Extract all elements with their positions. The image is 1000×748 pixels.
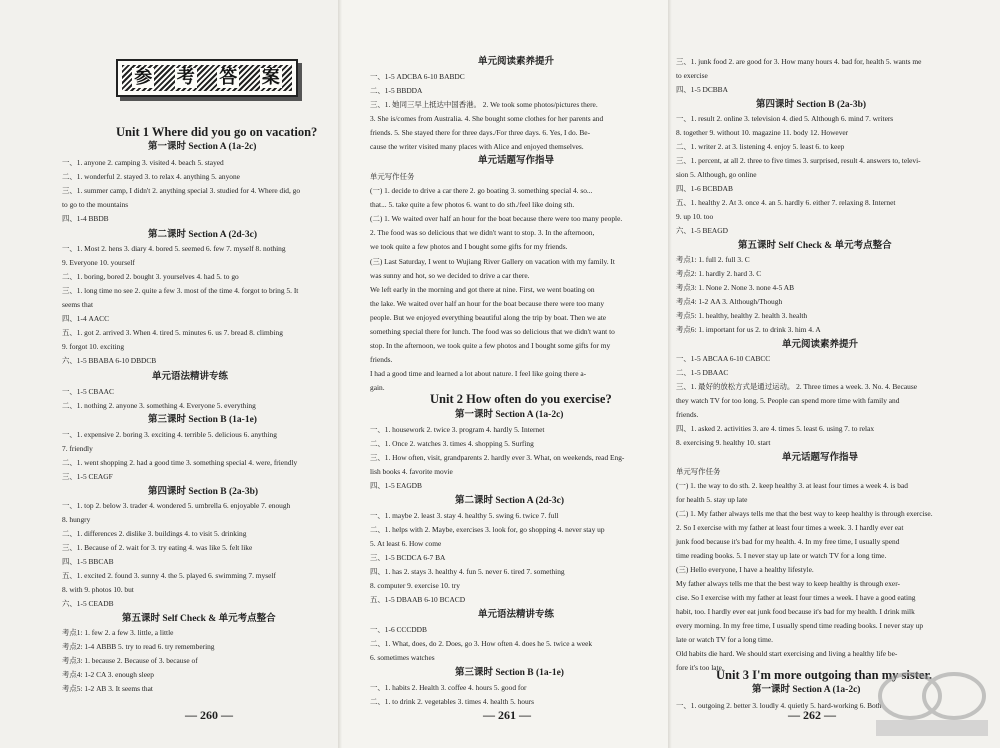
answer-line: 考点4: 1-2 AA 3. Although/Though xyxy=(676,297,783,306)
answer-line: junk food because it's bad for my health. 4. In my free time, I usually spend xyxy=(676,537,900,546)
answer-line: 2. So I exercise with my father at least four times a week. 3. I hardly ever eat xyxy=(676,523,904,532)
answer-line: (二) 1. We waited over half an hour for the boat because there were too many people. xyxy=(370,214,623,223)
answer-line: habit, too. I hardly ever eat junk food because it's bad for my health. I drink milk xyxy=(676,607,915,616)
answer-line: 四、1-5 DCBBA xyxy=(676,85,728,94)
lesson-heading: 第四课时 Section B (2a-3b) xyxy=(756,100,867,110)
answer-line: (三) Last Saturday, I went to Wujiang River Gallery on vacation with my family. It xyxy=(370,257,615,266)
answer-line: 四、1-4 AACC xyxy=(62,314,110,323)
lesson-heading: 单元语法精讲专练 xyxy=(152,372,229,382)
answer-line: 8. computer 9. exercise 10. try xyxy=(370,581,460,590)
lesson-heading: 第五课时 Self Check & 单元考点整合 xyxy=(122,614,276,624)
title-char: 参 xyxy=(134,67,153,88)
answer-line: 四、1-5 BBCAB xyxy=(62,557,114,566)
answer-line: 二、1. writer 2. at 3. listening 4. enjoy 5. least 6. to keep xyxy=(676,142,845,151)
lesson-heading: 单元阅读素养提升 xyxy=(782,340,859,350)
title-char: 考 xyxy=(176,67,195,88)
lesson-heading: 第一课时 Section A (1a-2c) xyxy=(752,685,861,695)
lesson-heading: 单元话题写作指导 xyxy=(782,453,859,463)
answer-line: sion 5. Although, go online xyxy=(676,170,757,179)
answer-line: 考点3: 1. because 2. Because of 3. because of xyxy=(62,656,198,665)
answer-line: 一、1-5 ADCBA 6-10 BABDC xyxy=(370,72,465,81)
answer-line: to exercise xyxy=(676,71,708,80)
answer-line: 一、1. top 2. below 3. trader 4. wondered 5. umbrella 6. enjoyable 7. enough xyxy=(62,501,291,510)
answer-line: 考点3: 1. None 2. None 3. none 4-5 AB xyxy=(676,283,795,292)
answer-line: 6. sometimes watches xyxy=(370,653,435,662)
lesson-heading: 第二课时 Section A (2d-3c) xyxy=(455,496,564,506)
answer-line: for health 5. stay up late xyxy=(676,495,748,504)
answer-line: 三、1. percent, at all 2. three to five times 3. surprised, result 4. answers to, televi- xyxy=(676,156,921,165)
answer-line: 一、1. Most 2. hens 3. diary 4. bored 5. seemed 6. few 7. myself 8. nothing xyxy=(62,244,286,253)
answer-line: 三、1. long time no see 2. quite a few 3. most of the time 4. forgot to bring 5. It xyxy=(62,286,299,295)
title-char: 答 xyxy=(219,67,238,88)
lesson-heading: 单元话题写作指导 xyxy=(478,156,555,166)
answer-line: 9. forgot 10. exciting xyxy=(62,342,125,351)
lesson-heading: 第三课时 Section B (1a-1e) xyxy=(148,415,257,425)
answer-line: 一、1. housework 2. twice 3. program 4. hardly 5. Internet xyxy=(370,425,545,434)
answer-line: 三、1-5 CEAGF xyxy=(62,472,113,481)
answer-line: 四、1-5 EAGDB xyxy=(370,481,422,490)
answer-line: 考点1: 1. full 2. full 3. C xyxy=(676,255,750,264)
answer-line: 一、1-5 CBAAC xyxy=(62,387,114,396)
answer-line: 考点2: 1-4 ABBB 5. try to read 6. try remembering xyxy=(62,642,215,651)
answer-line: time reading books. 5. I never stay up late or watch TV for a long time. xyxy=(676,551,887,560)
answer-line: late or watch TV for a long time. xyxy=(676,635,774,644)
answer-line: 一、1. outgoing 2. better 3. loudly 4. quietly 5. hard-working 6. Both xyxy=(676,701,882,710)
answer-line: 考点2: 1. hardly 2. hard 3. C xyxy=(676,269,762,278)
answer-line: 9. up 10. too xyxy=(676,212,714,221)
answer-line: 二、1. went shopping 2. had a good time 3. something special 4. were, friendly xyxy=(62,458,298,467)
answer-line: the lake. We waited over half an hour for the boat because there were too many xyxy=(370,299,605,308)
answer-line: 一、1. result 2. online 3. television 4. died 5. Although 6. mind 7. writers xyxy=(676,114,894,123)
answer-line: 8. with 9. photos 10. but xyxy=(62,585,134,594)
answer-line: 二、1. to drink 2. vegetables 3. times 4. health 5. hours xyxy=(370,697,535,706)
answer-line: 一、1. habits 2. Health 3. coffee 4. hours 5. good for xyxy=(370,683,527,692)
answer-line: (二) 1. My father always tells me that the best way to keep healthy is through exercise. xyxy=(676,509,933,518)
title-char: 案 xyxy=(261,67,280,88)
page-number: — 261 — xyxy=(483,708,531,722)
answer-line: 四、1-6 BCBDAB xyxy=(676,184,733,193)
answer-line: 二、1. nothing 2. anyone 3. something 4. Everyone 5. everything xyxy=(62,401,256,410)
answer-line: 一、1-5 ABCAA 6-10 CABCC xyxy=(676,354,771,363)
lesson-heading: 单元阅读素养提升 xyxy=(478,57,555,67)
answer-line: 考点5: 1-2 AB 3. It seems that xyxy=(62,684,153,693)
answer-line: they watch TV for too long. 5. People can spend more time with family and xyxy=(676,396,900,405)
answer-line: 8. exercising 9. healthy 10. start xyxy=(676,438,771,447)
answer-line: 考点5: 1. healthy, healthy 2. health 3. health xyxy=(676,311,808,320)
page-gutter xyxy=(338,0,342,748)
answer-line: friends. xyxy=(676,410,699,419)
answer-line: something special there for lunch. The food was so delicious that we didn't want to xyxy=(370,327,615,336)
answer-line: 三、1. How often, visit, grandparents 2. hardly ever 3. What, on weekends, read Eng- xyxy=(370,453,625,462)
answer-line: friends. xyxy=(370,355,393,364)
answer-line: 四、1-4 BBDB xyxy=(62,214,109,223)
answer-line: lish books 4. favorite movie xyxy=(370,467,453,476)
answer-line: 二、1. Once 2. watches 3. times 4. shopping 5. Surfing xyxy=(370,439,534,448)
answer-line: 单元写作任务 xyxy=(676,467,721,476)
answer-line: 三、1. summer camp, I didn't 2. anything special 3. studied for 4. Where did, go xyxy=(62,186,301,195)
answer-line: was sunny and hot, so we decided to drive a car there. xyxy=(370,271,530,280)
answer-line: 二、1. wonderful 2. stayed 3. to relax 4. anything 5. anyone xyxy=(62,172,240,181)
answer-line: 六、1-5 BBABA 6-10 DBDCB xyxy=(62,356,157,365)
answer-line: 五、1-5 DBAAB 6-10 BCACD xyxy=(370,595,466,604)
answer-line: 三、1. 她同三早上抵达中国香港。 2. We took some photos/pictures there. xyxy=(370,100,598,109)
answer-line: 二、1-5 DBAAC xyxy=(676,368,729,377)
answer-line: 三、1. junk food 2. are good for 3. How many hours 4. bad for, health 5. wants me xyxy=(676,57,922,66)
answer-line: 考点4: 1-2 CA 3. enough sleep xyxy=(62,670,154,679)
answer-line: 二、1. differences 2. dislike 3. buildings 4. to visit 5. drinking xyxy=(62,529,247,538)
lesson-heading: 第一课时 Section A (1a-2c) xyxy=(148,142,257,152)
answer-line: 二、1. What, does, do 2. Does, go 3. How often 4. does he 5. twice a week xyxy=(370,639,593,648)
answer-line: 5. At least 6. How come xyxy=(370,539,442,548)
answer-line: cise. So I exercise with my father at least four times a week. I have a good eating xyxy=(676,593,916,602)
answer-line: 五、1. got 2. arrived 3. When 4. tired 5. minutes 6. us 7. bread 8. climbing xyxy=(62,328,283,337)
answer-line: 一、1-6 CCCDDB xyxy=(370,625,427,634)
answer-line: 一、1. expensive 2. boring 3. exciting 4. terrible 5. delicious 6. anything xyxy=(62,430,277,439)
answer-line: Old habits die hard. We should start exercising and living a healthy life be- xyxy=(676,649,898,658)
unit-heading: Unit 3 I'm more outgoing than my sister. xyxy=(716,668,932,682)
answer-line: 单元写作任务 xyxy=(370,172,415,181)
page-number: — 262 — xyxy=(788,708,836,722)
answer-line: 五、1. excited 2. found 3. sunny 4. the 5. played 6. swimming 7. myself xyxy=(62,571,276,580)
answer-line: 7. friendly xyxy=(62,444,93,453)
watermark-logo-icon xyxy=(870,666,992,740)
answer-line: (一) 1. the way to do sth. 2. keep healthy 3. at least four times a week 4. is bad xyxy=(676,481,908,490)
answer-line: 三、1. 最好的放松方式是通过运动。 2. Three times a week. 3. No. 4. Because xyxy=(676,382,917,391)
answer-line: 五、1. healthy 2. At 3. once 4. an 5. hardly 6. either 7. relaxing 8. Internet xyxy=(676,198,896,207)
answer-line: gain. xyxy=(370,383,385,392)
answer-line: 三、1. Because of 2. wait for 3. try eating 4. was like 5. felt like xyxy=(62,543,253,552)
lesson-heading: 单元语法精讲专练 xyxy=(478,610,555,620)
lesson-heading: 第二课时 Section A (2d-3c) xyxy=(148,230,257,240)
answer-line: My father always tells me that the best way to keep healthy is through exer- xyxy=(676,579,900,588)
answer-line: 二、1. boring, bored 2. bought 3. yourselves 4. had 5. to go xyxy=(62,272,239,281)
answer-line: to go to the mountains xyxy=(62,200,129,209)
lesson-heading: 第五课时 Self Check & 单元考点整合 xyxy=(738,241,892,251)
answer-line: stop. In the afternoon, we took quite a few photos and I bought some gifts for my xyxy=(370,341,611,350)
answer-line: seems that xyxy=(62,300,93,309)
answer-line: 四、1. asked 2. activities 3. are 4. times 5. least 6. using 7. to relax xyxy=(676,424,875,433)
page-number: — 260 — xyxy=(185,708,233,722)
answer-line: fore it's too late. xyxy=(676,663,724,672)
answer-line: 2. The food was so delicious that we didn't want to stop. 3. In the afternoon, xyxy=(370,228,595,237)
answer-line: 一、1. maybe 2. least 3. stay 4. healthy 5. swing 6. twice 7. full xyxy=(370,511,559,520)
answer-line: people. But we enjoyed everything beautiful along the trip by boat. Then we ate xyxy=(370,313,607,322)
lesson-heading: 第四课时 Section B (2a-3b) xyxy=(148,487,259,497)
answer-line: 3. She is/comes from Australia. 4. She bought some clothes for her parents and xyxy=(370,114,604,123)
answer-line: 考点6: 1. important for us 2. to drink 3. him 4. A xyxy=(676,325,821,334)
answer-line: 二、1-5 BBDDA xyxy=(370,86,423,95)
answer-line: 六、1-5 CEADB xyxy=(62,599,114,608)
answer-line: 9. Everyone 10. yourself xyxy=(62,258,135,267)
answer-line: I had a good time and learned a lot about nature. I feel like going there a- xyxy=(370,369,587,378)
answer-line: 二、1. helps with 2. Maybe, exercises 3. look for, go shopping 4. never stay up xyxy=(370,525,605,534)
answer-line: 考点1: 1. few 2. a few 3. little, a little xyxy=(62,628,174,637)
unit-heading: Unit 2 How often do you exercise? xyxy=(430,392,612,406)
answer-line: cause the writer visited many places with Alice and enjoyed themselves. xyxy=(370,142,584,151)
answer-line: every morning. In my free time, I usually spend time reading books. I never stay up xyxy=(676,621,924,630)
answer-line: 8. together 9. without 10. magazine 11. body 12. However xyxy=(676,128,849,137)
answer-line: friends. 5. She stayed there for three days./For three days. 6. Yes, I do. Be- xyxy=(370,128,591,137)
lesson-heading: 第一课时 Section A (1a-2c) xyxy=(455,410,564,420)
answer-line: 四、1. has 2. stays 3. healthy 4. fun 5. never 6. tired 7. something xyxy=(370,567,565,576)
lesson-heading: 第三课时 Section B (1a-1e) xyxy=(455,668,564,678)
answer-line: (三) Hello everyone, I have a healthy lifestyle. xyxy=(676,565,814,574)
answer-line: (一) 1. decide to drive a car there 2. go boating 3. something special 4. so... xyxy=(370,186,593,195)
unit-heading: Unit 1 Where did you go on vacation? xyxy=(116,125,318,139)
answer-line: 8. hungry xyxy=(62,515,91,524)
page-gutter xyxy=(668,0,672,748)
answer-line: that... 5. take quite a few photos 6. want to do sth./feel like doing sth. xyxy=(370,200,575,209)
answer-line: 一、1. anyone 2. camping 3. visited 4. beach 5. stayed xyxy=(62,158,224,167)
answer-line: 三、1-5 BCDCA 6-7 BA xyxy=(370,553,446,562)
answer-line: 六、1-5 BEAGD xyxy=(676,226,728,235)
answer-line: we took quite a few photos and I bought some gifts for my friends. xyxy=(370,242,568,251)
answer-key-title xyxy=(116,59,298,97)
answer-line: We left early in the morning and got there at nine. First, we went boating on xyxy=(370,285,595,294)
